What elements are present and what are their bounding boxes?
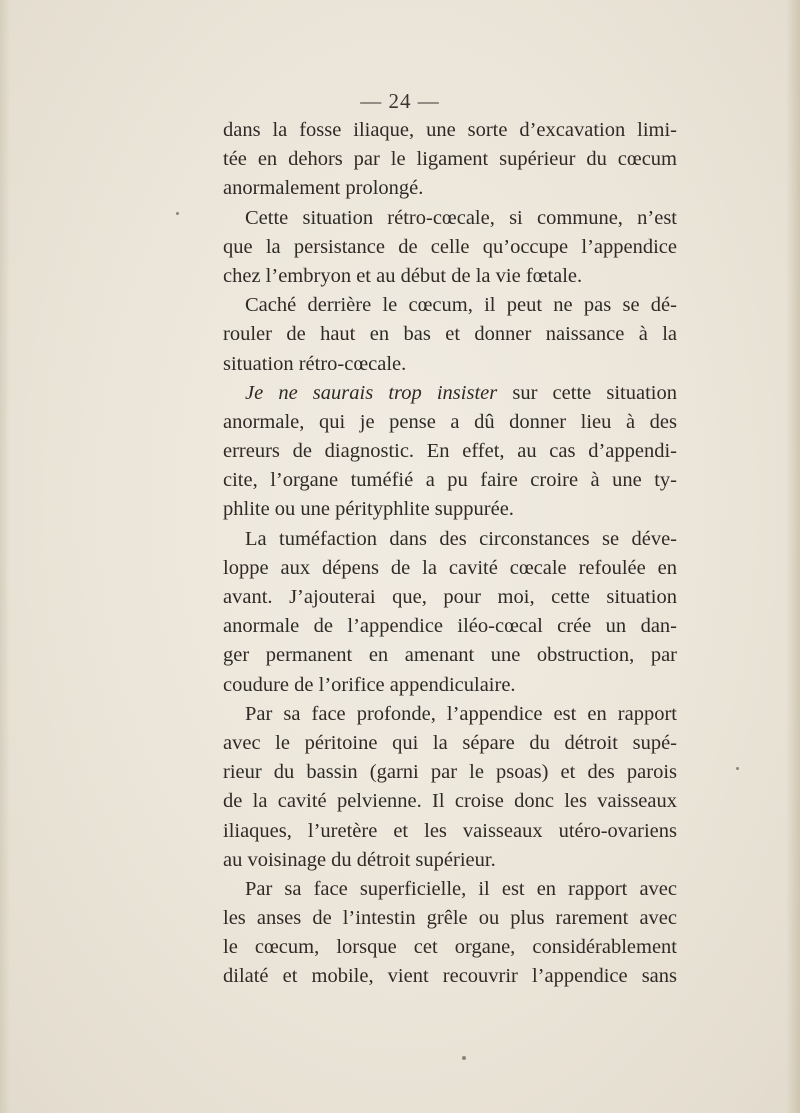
- paper-speck: [176, 212, 179, 215]
- text-line: Par sa face profonde, l’appendice est en rapport: [245, 702, 677, 725]
- text-line: cite, l’organe tuméfié a pu faire croire à une ty-: [223, 469, 677, 492]
- body-text: [223, 116, 677, 992]
- text-line: anormale de l’appendice iléo-cœcal crée un dan-: [223, 615, 677, 638]
- text-line: Par sa face superficielle, il est en rapport avec: [245, 877, 677, 900]
- text-line: au voisinage du détroit supérieur.: [223, 848, 496, 871]
- text-line: anormalement prolongé.: [223, 177, 424, 200]
- page-number: — 24 —: [360, 89, 440, 113]
- text-line: phlite ou une pérityphlite suppurée.: [223, 498, 514, 521]
- text-line-italic-lead: [223, 379, 677, 408]
- page-right-edge-shadow: [786, 0, 800, 1113]
- text-line: dans la fosse iliaque, une sorte d’excavation limi-: [223, 119, 677, 141]
- paper-speck: [736, 767, 739, 770]
- text-line: iliaques, l’uretère et les vaisseaux utéro-ovariens: [223, 819, 677, 842]
- text-line: rieur du bassin (garni par le psoas) et des parois: [223, 761, 677, 784]
- text-line: anormale, qui je pense a dû donner lieu à des: [223, 410, 677, 433]
- text-line: coudure de l’orifice appendiculaire.: [223, 673, 516, 696]
- page-left-edge-shadow: [0, 0, 10, 1113]
- paper-speck: [462, 1056, 466, 1060]
- text-line: les anses de l’intestin grêle ou plus rarement avec: [223, 907, 677, 930]
- text-line: le cœcum, lorsque cet organe, considérablement: [223, 936, 677, 959]
- text-line: Caché derrière le cœcum, il peut ne pas se dé-: [245, 294, 677, 317]
- text-line: de la cavité pelvienne. Il croise donc les vaisseaux: [223, 790, 677, 813]
- text-line: avec le péritoine qui la sépare du détroit supé-: [223, 731, 677, 754]
- text-line: erreurs de diagnostic. En effet, au cas d’appendi-: [223, 440, 677, 463]
- italic-phrase: Je ne saurais trop insister: [245, 381, 498, 404]
- text-line: La tuméfaction dans des circonstances se déve-: [245, 527, 677, 550]
- text-line: chez l’embryon et au début de la vie fœtale.: [223, 264, 583, 287]
- text-line: ger permanent en amenant une obstruction, par: [223, 644, 677, 667]
- text-line-rest: sur cette situation: [512, 381, 677, 404]
- text-line: tée en dehors par le ligament supérieur du cœcum: [223, 148, 677, 171]
- text-line: avant. J’ajouterai que, pour moi, cette situation: [223, 586, 677, 608]
- text-line: loppe aux dépens de la cavité cœcale refoulée en: [223, 556, 677, 579]
- text-line: Cette situation rétro-cœcale, si commune, n’est: [245, 206, 677, 229]
- text-line: situation rétro-cœcale.: [223, 352, 407, 375]
- text-line: rouler de haut en bas et donner naissance à la: [223, 323, 677, 346]
- text-line: dilaté et mobile, vient recouvrir l’appendice sans: [223, 965, 677, 988]
- text-line: que la persistance de celle qu’occupe l’appendice: [223, 235, 677, 258]
